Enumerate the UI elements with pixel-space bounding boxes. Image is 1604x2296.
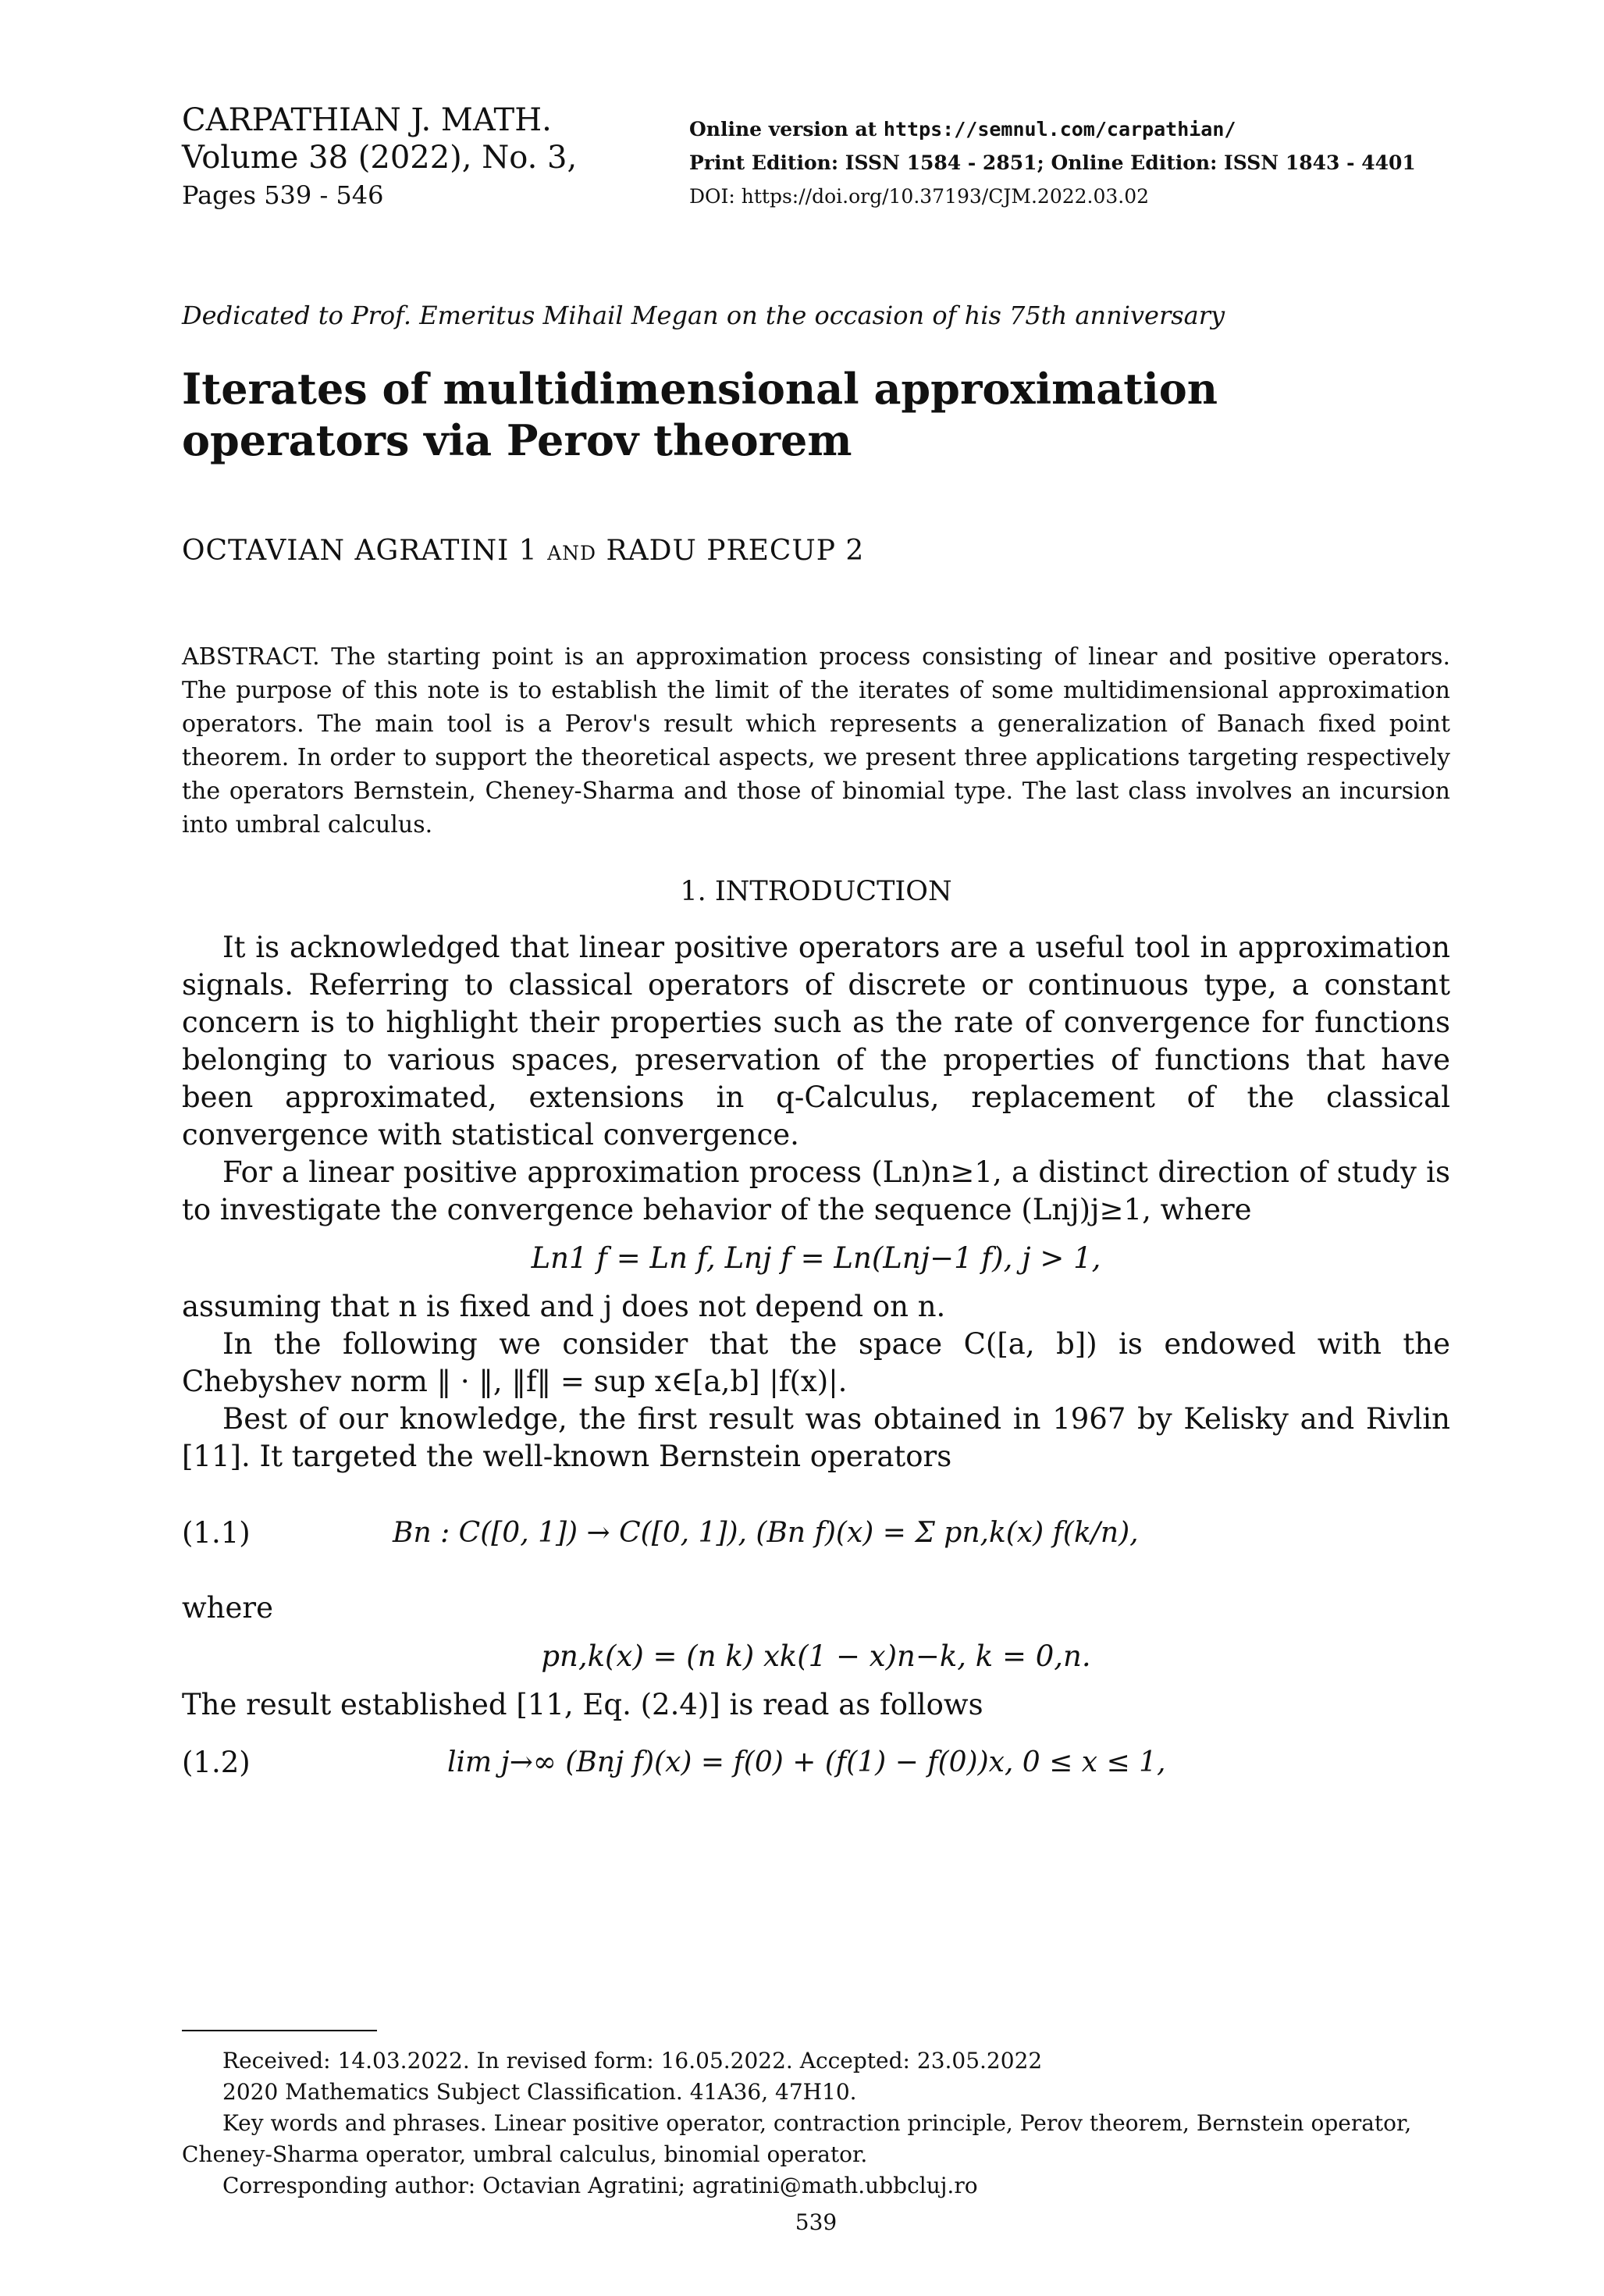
display-equation: pn,k(x) = (n k) xk(1 − x)n−k, k = 0,n. xyxy=(541,1639,1091,1673)
section-heading: 1. INTRODUCTION xyxy=(680,876,952,907)
online-version: Online version at https://semnul.com/carpathian/ xyxy=(689,118,1236,141)
paragraph: assuming that n is fixed and j does not depend on n. xyxy=(182,1290,946,1323)
paragraph: It is acknowledged that linear positive operators are a useful tool in approximation signals. Referring to classical operators of discrete or continuous type, a constant concern is to highlight their properties such as the rate of convergence for functions belonging to various spaces, preservation of the properties of functions that have been approximated, extensions in q-Calculus, replacement of the classical convergence with statistical convergence. xyxy=(182,931,1450,1152)
equation-1-2 xyxy=(182,1728,1450,1807)
footnotes xyxy=(182,2045,1450,2202)
abstract xyxy=(182,640,1450,842)
pages-line: Pages 539 - 546 xyxy=(182,180,384,210)
abstract-text: The starting point is an approximation process consisting of linear and positive operators. The purpose of this note is to establish the limit of the iterates of some multidimensional approximation operators. The main tool is a Perov's result which represents a generalization of Banach fixed point theorem. In order to support the theoretical aspects, we present three applications targeting respectively the operators Bernstein, Cheney-Sharma and those of binomial type. The last class involves an incursion into umbral calculus. xyxy=(182,643,1450,838)
equation-body: Bn : C([0, 1]) → C([0, 1]), (Bn f)(x) = Σ pn,k(x) f(k/n), xyxy=(393,1517,1139,1549)
authors: OCTAVIAN AGRATINI 1 and RADU PRECUP 2 xyxy=(182,535,865,567)
body-text xyxy=(182,929,1450,1811)
equation-1-1 xyxy=(182,1482,1450,1583)
corresponding-author: Corresponding author: Octavian Agratini; agratini@math.ubbcluj.ro xyxy=(222,2173,978,2198)
journal-name: CARPATHIAN J. MATH. xyxy=(182,102,552,138)
paragraph: where xyxy=(182,1591,273,1625)
journal-header xyxy=(182,101,577,214)
received-dates: Received: 14.03.2022. In revised form: 16.05.2022. Accepted: 23.05.2022 xyxy=(222,2048,1043,2074)
equation-number: (1.2) xyxy=(182,1746,251,1779)
abstract-label: ABSTRACT. xyxy=(182,643,320,671)
publication-info xyxy=(689,112,1416,213)
volume-line: Volume 38 (2022), No. 3, xyxy=(182,140,578,176)
issn-line: Print Edition: ISSN 1584 - 2851; Online Edition: ISSN 1843 - 4401 xyxy=(689,151,1416,174)
display-equation: Ln1 f = Ln f, Lnj f = Ln(Lnj−1 f), j > 1, xyxy=(531,1241,1101,1275)
paragraph: For a linear positive approximation process (Ln)n≥1, a distinct direction of study is to investigate the convergence behavior of the sequence (Lnj)j≥1, where xyxy=(182,1155,1450,1226)
footnote-divider xyxy=(182,2030,377,2031)
doi-line[interactable]: DOI: https://doi.org/10.37193/CJM.2022.03.02 xyxy=(689,185,1150,208)
paragraph: Best of our knowledge, the first result was obtained in 1967 by Kelisky and Rivlin [11]. It targeted the well-known Bernstein operators xyxy=(182,1402,1450,1473)
paper-page xyxy=(182,101,1450,2256)
equation-body: lim j→∞ (Bnj f)(x) = f(0) + (f(1) − f(0))x, 0 ≤ x ≤ 1, xyxy=(447,1746,1166,1778)
page-number: 539 xyxy=(795,2209,838,2235)
paragraph: In the following we consider that the space C([a, b]) is endowed with the Chebyshev norm ‖ · ‖, ‖f‖ = sup x∈[a,b] |f(x)|. xyxy=(182,1327,1450,1398)
equation-number: (1.1) xyxy=(182,1516,251,1550)
dedication: Dedicated to Prof. Emeritus Mihail Megan on the occasion of his 75th anniversary xyxy=(182,301,1225,330)
paragraph: The result established [11, Eq. (2.4)] is read as follows xyxy=(182,1688,983,1721)
online-url[interactable]: https://semnul.com/carpathian/ xyxy=(883,118,1236,141)
keywords: Key words and phrases. Linear positive operator, contraction principle, Perov theorem, Bernstein operator, Cheney-Sharma operator, umbral calculus, binomial operator. xyxy=(182,2110,1412,2167)
msc-classification: 2020 Mathematics Subject Classification. 41A36, 47H10. xyxy=(222,2079,857,2105)
paper-title: Iterates of multidimensional approximation operators via Perov theorem xyxy=(182,364,1218,465)
